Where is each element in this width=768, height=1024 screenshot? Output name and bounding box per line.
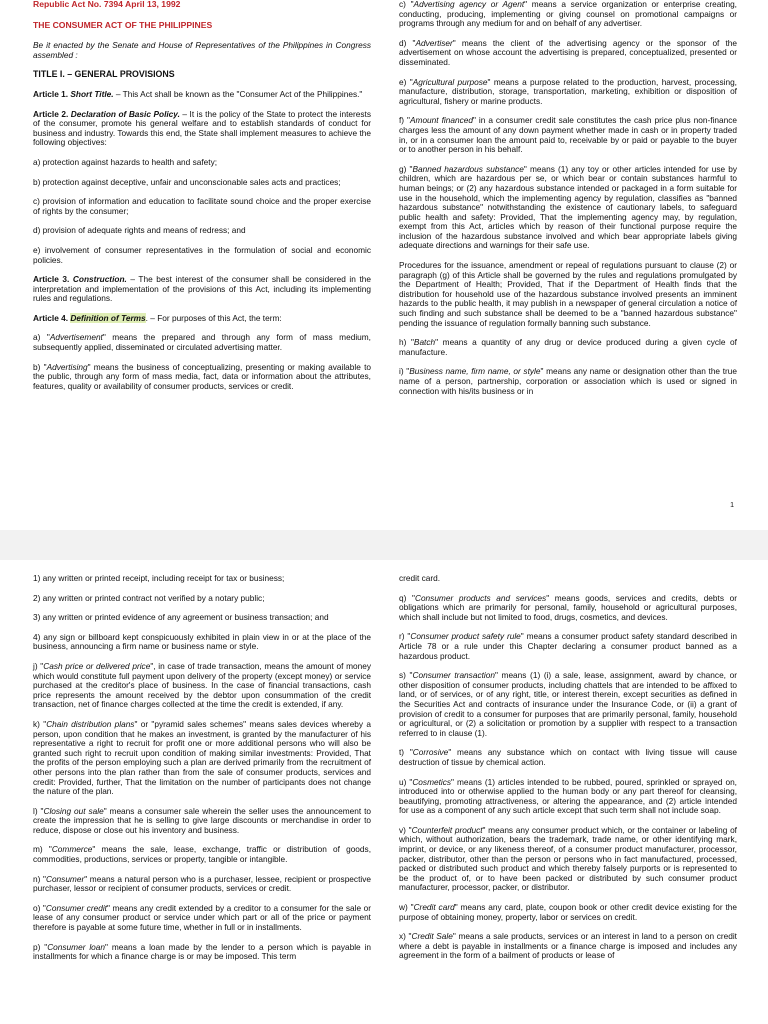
definition-h: h) "Batch" means a quantity of any drug or device produced during a given cycle of manufacture. <box>399 337 737 357</box>
article-2 <box>33 110 371 148</box>
definition-f-term: Amount financed <box>410 115 473 126</box>
definition-t-term: Corrosive <box>412 747 449 758</box>
article-3-name: Construction. <box>72 274 127 285</box>
definition-c: c) "Advertising agency or Agent" means a service organization or enterprise creating, conducting, producing, implementing or giving counsel on promotional campaigns or programs through any medium for and on behalf of any advertiser. <box>399 0 737 29</box>
list-item-1: 1) any written or printed receipt, including receipt for tax or business; <box>33 573 285 583</box>
definition-s-term: Consumer transaction <box>412 670 495 681</box>
page1-left-column <box>33 0 371 401</box>
definition-o-term: Consumer credit <box>45 902 107 913</box>
article-2-name: Declaration of Basic Policy. <box>70 108 180 119</box>
definition-g: g) "Banned hazardous substance" means (1) any toy or other articles intended for use by children, which are hazardous per se, or which bear or contain substances harmful to human beings; or (2) any hazardous substance intended or packaged in a form suitable for use in the household, which the implementing agency by regulation, classifies as "banned hazardous substance" notwithstanding the existence of cautionary labels, to safeguard public health and safety: Provided, That the implementing agency may, by regulation, exempt from this Act, articles which by reason of their functional purpose require the inclusion of the hazardous substance involved and which bear appropriate labels giving adequate directions and warnings for their safe use. <box>399 163 737 251</box>
definition-d: d) "Advertiser" means the client of the advertising agency or the sponsor of the advertisement on whose account the advertising is prepared, conceptualized, presented or disseminated. <box>399 37 737 67</box>
article-3 <box>33 275 371 304</box>
definition-g-term: Banned hazardous substance <box>412 163 524 174</box>
enacting-clause: Be it enacted by the Senate and House of Representatives of the Philippines in Congress assembled : <box>33 40 371 60</box>
definition-n: n) "Consumer" means a natural person who is a purchaser, lessee, recipient or prospective purchaser, lessor or recipient of consumer products, services or credit. <box>33 873 371 894</box>
list-item-4: 4) any sign or billboard kept conspicuously exhibited in plain view in or at the place of the business, announcing a firm name or business name or style. <box>33 631 371 652</box>
definition-x-term: Credit Sale <box>411 931 453 942</box>
definition-f: f) "Amount financed" in a consumer credit sale constitutes the cash price plus non-finance charges less the amount of any down payment whether made in cash or in property traded in, or in a consumer loan the amount paid to, receivable by or paid or payable to the buyer or to another person in his behalf. <box>399 115 737 155</box>
definition-i: i) "Business name, firm name, or style" means any name or designation other than the true name of a person, partnership, corporation or association which is used or signed in connection with his/its business or in <box>399 366 737 396</box>
page1-right-column <box>399 0 737 406</box>
definition-e-term: Agricultural purpose <box>412 76 488 87</box>
objective-d: d) provision of adequate rights and means of redress; and <box>33 225 246 236</box>
definition-m: m) "Commerce" means the sale, lease, exchange, traffic or distribution of goods, commodities, productions, services or property, tangible or intangible. <box>33 844 371 865</box>
definition-w-term: Credit card <box>413 902 455 913</box>
definition-p-term: Consumer loan <box>47 941 106 952</box>
definition-v-term: Counterfeit product <box>411 824 483 835</box>
definition-j-term: Cash price or delivered price <box>43 660 151 671</box>
article-1-name: Short Title. <box>70 88 114 99</box>
definition-b-term: Advertising <box>46 361 88 372</box>
article-3-text: – The best interest of the consumer shall be considered in the interpretation and implementation of the provisions of this Act, including its implementing rules and regulations. <box>33 274 371 304</box>
definition-d-term: Advertiser <box>415 37 453 48</box>
article-1-label: Article 1. <box>33 88 69 99</box>
definition-l-term: Closing out sale <box>43 805 104 816</box>
objective-c: c) provision of information and education to facilitate sound choice and the proper exercise of rights by the consumer; <box>33 196 371 216</box>
definition-q: q) "Consumer products and services" means goods, services and credits, debts or obligations which are primarily for personal, family, household or agricultural purposes, which shall include but not limited to food, drugs, cosmetics, and devices. <box>399 592 737 622</box>
title-heading: TITLE I. – GENERAL PROVISIONS <box>33 69 175 80</box>
objective-e: e) involvement of consumer representatives in the formulation of social and economic policies. <box>33 244 371 265</box>
objective-b: b) protection against deceptive, unfair and unconscionable sales acts and practices; <box>33 176 341 187</box>
article-2-text: – It is the policy of the State to protect the interests of the consumer, promote his general welfare and to establish standards of conduct for business and industry. Towards this end, the State shall implement measures to achieve the following objectives: <box>33 108 372 148</box>
definition-e: e) "Agricultural purpose" means a purpose related to the production, harvest, processing, manufacture, distribution, storage, transportation, marketing, exhibition or disposition of agricultural, fishery or marine products. <box>399 76 737 106</box>
definition-l: l) "Closing out sale" means a consumer sale wherein the seller uses the announcement to create the impression that he is selling to give large discounts or merchandise in order to reduce, dispose or close out his inventory and business. <box>33 805 371 835</box>
article-4-label: Article 4. <box>33 312 69 323</box>
article-1-text: – This Act shall be known as the "Consumer Act of the Philippines." <box>113 88 363 99</box>
definition-k: k) "Chain distribution plans" or "pyramid sales schemes" means sales devices whereby a person, upon condition that he makes an investment, is granted by the manufacturer of his representative a right to recruit for profit one or more additional persons who will also be granted such right to recruit upon condition of making similar investments: Provided, That the profits of the person employing such a plan are derived primarily from the recruitment of other persons into the plan rather than from the sale of consumer products, services and credit: Provided, further, That the limitation on the number of participants does not change the nature of the plan. <box>33 718 372 797</box>
definition-m-term: Commerce <box>51 844 93 855</box>
article-1 <box>33 90 371 100</box>
credit-card-continuation: credit card. <box>399 573 441 583</box>
definition-u: u) "Cosmetics" means (1) articles intended to be rubbed, poured, sprinkled or sprayed on, introduced into or otherwise applied to the human body or any part thereof for cleansing, beautifying, promoting attractiveness, or altering the appearance, and (2) article intended for use as a component of any such article except that such term shall not include soap. <box>399 776 737 816</box>
definition-k-term: Chain distribution plans <box>46 718 135 729</box>
definition-x: x) "Credit Sale" means a sale products, services or an interest in land to a person on credit where a debt is payable in installments or a finance charge is imposed and includes any agreement in the form of a bailment of products or lease of <box>399 931 737 961</box>
definition-s: s) "Consumer transaction" means (1) (i) a sale, lease, assignment, award by chance, or other disposition of consumer products, including chattels that are intended to be affixed to land, or of services, or of any right, title, or interest therein, except securities as defined in the Securities Act and contracts of insurance under the Insurance Code, or (ii) a grant of provision of credit to a consumer for purposes that are primarily personal, family, household or agricultural, or (2) a solicitation or promotion by a supplier with respect to a transaction referred to in clause (1). <box>399 670 737 738</box>
definition-o: o) "Consumer credit" means any credit extended by a creditor to a consumer for the sale or lease of any consumer product or service under which part or all of the price or payment therefore is payable at some future time, whether in full or in installments. <box>33 902 371 933</box>
definition-w: w) "Credit card" means any card, plate, coupon book or other credit device existing for the purpose of obtaining money, property, labor or services on credit. <box>399 902 737 922</box>
definition-q-term: Consumer products and services <box>414 592 547 603</box>
definition-r-term: Consumer product safety rule <box>410 631 521 642</box>
article-3-label: Article 3. <box>33 274 70 285</box>
definition-j: j) "Cash price or delivered price", in case of trade transaction, means the amount of money which would constitute full payment upon delivery of the property (except money) or service purchased at the creditor's place of business. In the case of financial transactions, cash price represents the amount received by the debtor upon consummation of the credit transaction, net of finance charges collected at the time the credit is extended, if any. <box>33 660 371 710</box>
page2-left-column <box>33 574 371 972</box>
definition-t: t) "Corrosive" means any substance which on contact with living tissue will cause destruction of tissue by chemical action. <box>399 747 738 767</box>
act-name-heading: THE CONSUMER ACT OF THE PHILIPPINES <box>33 19 213 30</box>
definition-i-term: Business name, firm name, or style <box>409 366 541 377</box>
article-4 <box>33 314 371 324</box>
list-item-3: 3) any written or printed evidence of any agreement or business transaction; and <box>33 612 329 623</box>
definition-u-term: Cosmetics <box>412 776 452 787</box>
definition-a: a) "Advertisement" means the prepared and through any form of mass medium, subsequently applied, disseminated or circulated advertising matter. <box>33 332 371 353</box>
definition-b: b) "Advertising" means the business of conceptualizing, presenting or making available to the public, through any form of mass media, fact, data or information about the attributes, features, quality or availability of consumer products, services or credit. <box>33 361 371 391</box>
definition-h-term: Batch <box>413 337 436 348</box>
page-number: 1 <box>730 502 734 509</box>
article-4-name-highlighted: Definition of Terms <box>70 312 146 323</box>
definition-a-term: Advertisement <box>49 332 103 343</box>
act-number-heading: Republic Act No. 7394 April 13, 1992 <box>33 0 181 9</box>
article-2-label: Article 2. <box>33 108 69 119</box>
procedures-paragraph: Procedures for the issuance, amendment or repeal of regulations pursuant to clause (2) or paragraph (g) of this Article shall be governed by the rules and regulations promulgated by the Department of Health; Provided, That if the Department of Health finds that the distribution for household use of the hazardous substance involved presents an imminent hazards to the public health, it may publish in a newspaper of general circulation a notice of such finding and such substance shall be deemed to be a "banned hazardous substance" pending the issuance of regulation formally banning such substance. <box>399 260 737 328</box>
objective-a: a) protection against hazards to health and safety; <box>33 156 218 167</box>
document-page-2 <box>0 560 768 1024</box>
definition-v: v) "Counterfeit product" means any consumer product which, or the container or labeling of which, without authorization, bears the trademark, trade name, or other identifying mark, imprint, or device, or any likeness thereof, of a consumer product manufacturer, processor, packer, distributor, other than the person or persons who in fact manufactured, processed, packed or distributed such product and which thereby falsely purports or is represented to be the product of, or to have been packed or distributed by such consumer product manufacturer, processor, packer, or distributor. <box>399 824 737 893</box>
page2-right-column <box>399 574 737 971</box>
list-item-2: 2) any written or printed contract not verified by a notary public; <box>33 592 265 603</box>
definition-r: r) "Consumer product safety rule" means a consumer product safety standard described in Article 78 or a rule under this Chapter declaring a consumer product banned as a hazardous product. <box>399 631 737 661</box>
definition-p: p) "Consumer loan" means a loan made by the lender to a person which is payable in installments for which a finance charge is or may be imposed. This term <box>33 941 371 962</box>
definition-c-term: Advertising agency or Agent <box>413 0 525 9</box>
article-4-text: . – For purposes of this Act, the term: <box>145 312 282 323</box>
definition-n-term: Consumer <box>45 873 85 884</box>
